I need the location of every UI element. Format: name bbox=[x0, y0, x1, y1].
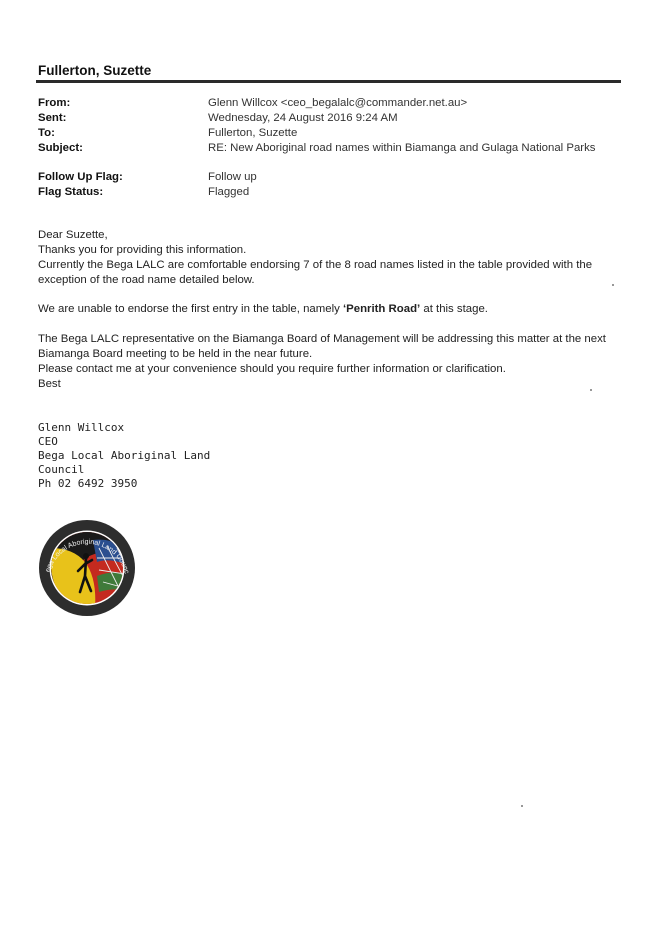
logo-emblem-icon bbox=[37, 518, 137, 618]
email-body-intro bbox=[38, 228, 628, 288]
representative-paragraph bbox=[38, 332, 628, 392]
to-label: To: bbox=[38, 127, 55, 139]
flag-status-label: Flag Status: bbox=[38, 186, 104, 198]
contact-line: Please contact me at your convenience should you require further information or clarification. bbox=[38, 363, 506, 375]
signature-name: Glenn Willcox bbox=[38, 421, 125, 434]
heading-divider bbox=[36, 80, 621, 83]
subject-value: RE: New Aboriginal road names within Biamanga and Gulaga National Parks bbox=[208, 142, 596, 154]
flag-status-value: Flagged bbox=[208, 186, 250, 198]
to-value: Fullerton, Suzette bbox=[208, 127, 298, 139]
scan-speck bbox=[612, 284, 614, 286]
thanks-line: Thanks you for providing this information. bbox=[38, 244, 247, 256]
signature-block bbox=[38, 421, 210, 491]
subject-label: Subject: bbox=[38, 142, 83, 154]
closing-line: Best bbox=[38, 378, 61, 390]
endorsing-line-2: exception of the road name detailed below. bbox=[38, 274, 255, 286]
follow-up-flag-label: Follow Up Flag: bbox=[38, 171, 123, 183]
representative-line-1: The Bega LALC representative on the Biamanga Board of Management will be addressing this matter at the next bbox=[38, 333, 606, 345]
logo-ring-text: ega Local Aboriginal Land Counc bbox=[44, 538, 130, 575]
greeting: Dear Suzette, bbox=[38, 229, 108, 241]
unable-text-after: at this stage. bbox=[420, 303, 488, 315]
signature-org-line-1: Bega Local Aboriginal Land bbox=[38, 449, 211, 462]
representative-line-2: Biamanga Board meeting to be held in the near future. bbox=[38, 348, 313, 360]
scan-speck bbox=[521, 805, 523, 807]
sent-value: Wednesday, 24 August 2016 9:24 AM bbox=[208, 112, 398, 124]
bega-lalc-logo bbox=[37, 518, 137, 618]
from-value: Glenn Willcox <ceo_begalalc@commander.net.au> bbox=[208, 97, 468, 109]
sent-label: Sent: bbox=[38, 112, 67, 124]
endorsing-line-1: Currently the Bega LALC are comfortable endorsing 7 of the 8 road names listed in the table provided with the bbox=[38, 259, 593, 271]
unable-text-before: We are unable to endorse the first entry in the table, namely bbox=[38, 303, 343, 315]
signature-title: CEO bbox=[38, 435, 58, 448]
signature-phone: Ph 02 6492 3950 bbox=[38, 477, 138, 490]
follow-up-flag-value: Follow up bbox=[208, 171, 257, 183]
sender-heading: Fullerton, Suzette bbox=[38, 63, 152, 78]
signature-org-line-2: Council bbox=[38, 463, 85, 476]
from-label: From: bbox=[38, 97, 71, 109]
unable-paragraph bbox=[38, 302, 628, 317]
scan-speck bbox=[590, 389, 592, 391]
penrith-road-emphasis: ‘Penrith Road’ bbox=[342, 303, 421, 315]
